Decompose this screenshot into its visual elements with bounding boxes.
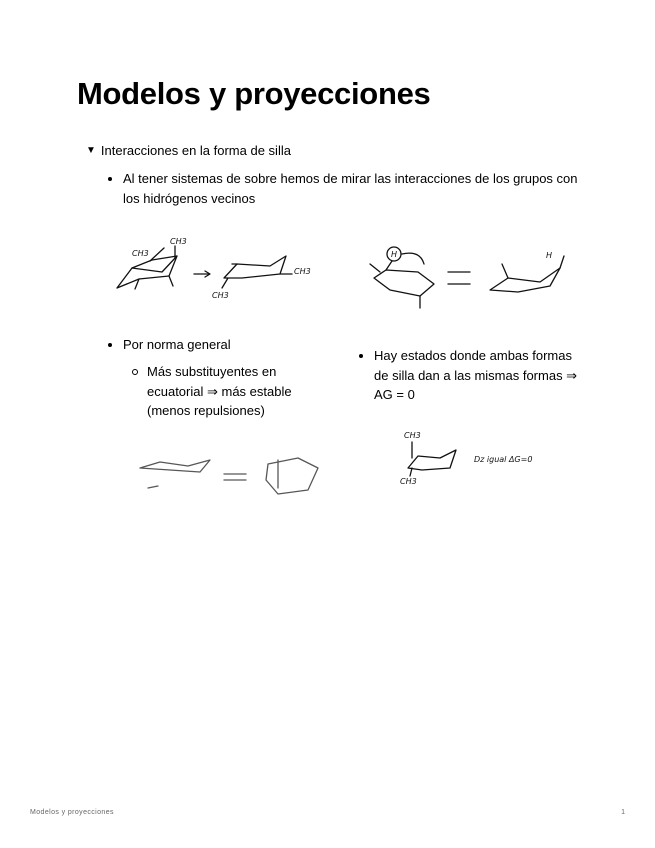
bullet-general-sub (147, 362, 312, 421)
axial-bond (169, 276, 173, 286)
toggle-label: Interacciones en la forma de silla (100, 143, 291, 158)
ch3-label: CH3 (170, 237, 187, 246)
axial-bond (410, 468, 412, 476)
equatorial-bond (222, 278, 228, 288)
chair-ring (408, 450, 456, 470)
footer-page-number: 1 (621, 809, 625, 816)
ch3-label: CH3 (294, 267, 311, 276)
delta-g-label: Dz igual ΔG=0 (474, 455, 533, 464)
bullet-intro-text: Al tener sistemas de sobre hemos de mirar las interacciones de los grupos con los hidrógenos vecinos (123, 171, 578, 206)
bullet-dot (359, 354, 363, 358)
axial-bond (560, 256, 564, 268)
bullet-general-sub-text: Más substituyentes en ecuatorial ⇒ más estable (menos repulsiones) (147, 364, 292, 418)
h-label: H (546, 251, 553, 260)
ch3-label: CH3 (404, 431, 421, 440)
bullet-dot (108, 177, 112, 181)
axial-bond (386, 261, 392, 270)
bullet-states-text: Hay estados donde ambas formas de silla dan a las mismas formas ⇒ AG = 0 (374, 348, 578, 402)
interaction-arrow (402, 253, 424, 264)
chair-sketch-2 (350, 244, 580, 326)
bullet-intro (123, 169, 588, 208)
toggle-block[interactable] (86, 143, 291, 158)
chair-sketch-4 (128, 450, 328, 502)
bond (148, 486, 158, 488)
ch3-label: CH3 (132, 249, 149, 258)
bullet-states (374, 346, 589, 405)
footer-title: Modelos y proyecciones (30, 809, 114, 816)
chair-ring (266, 458, 318, 494)
bond (370, 264, 380, 272)
page-title: Modelos y proyecciones (77, 76, 431, 111)
bullet-circle (132, 369, 138, 375)
triangle-down-icon[interactable]: ▼ (86, 145, 96, 156)
chair-sketch-1 (112, 234, 317, 304)
ch3-label: CH3 (212, 291, 229, 300)
chair-ring (374, 270, 434, 296)
ch3-label: CH3 (400, 477, 417, 486)
chair-ring (490, 268, 560, 292)
chair-sketch-3 (398, 428, 578, 488)
chair-ring-left (117, 256, 177, 288)
bullet-dot (108, 343, 112, 347)
chair-ring (140, 460, 210, 472)
axial-bond (502, 264, 508, 278)
bullet-general (123, 335, 323, 355)
bullet-general-text: Por norma general (123, 337, 231, 352)
h-label: H (391, 250, 398, 259)
chair-ring-right (224, 256, 286, 278)
